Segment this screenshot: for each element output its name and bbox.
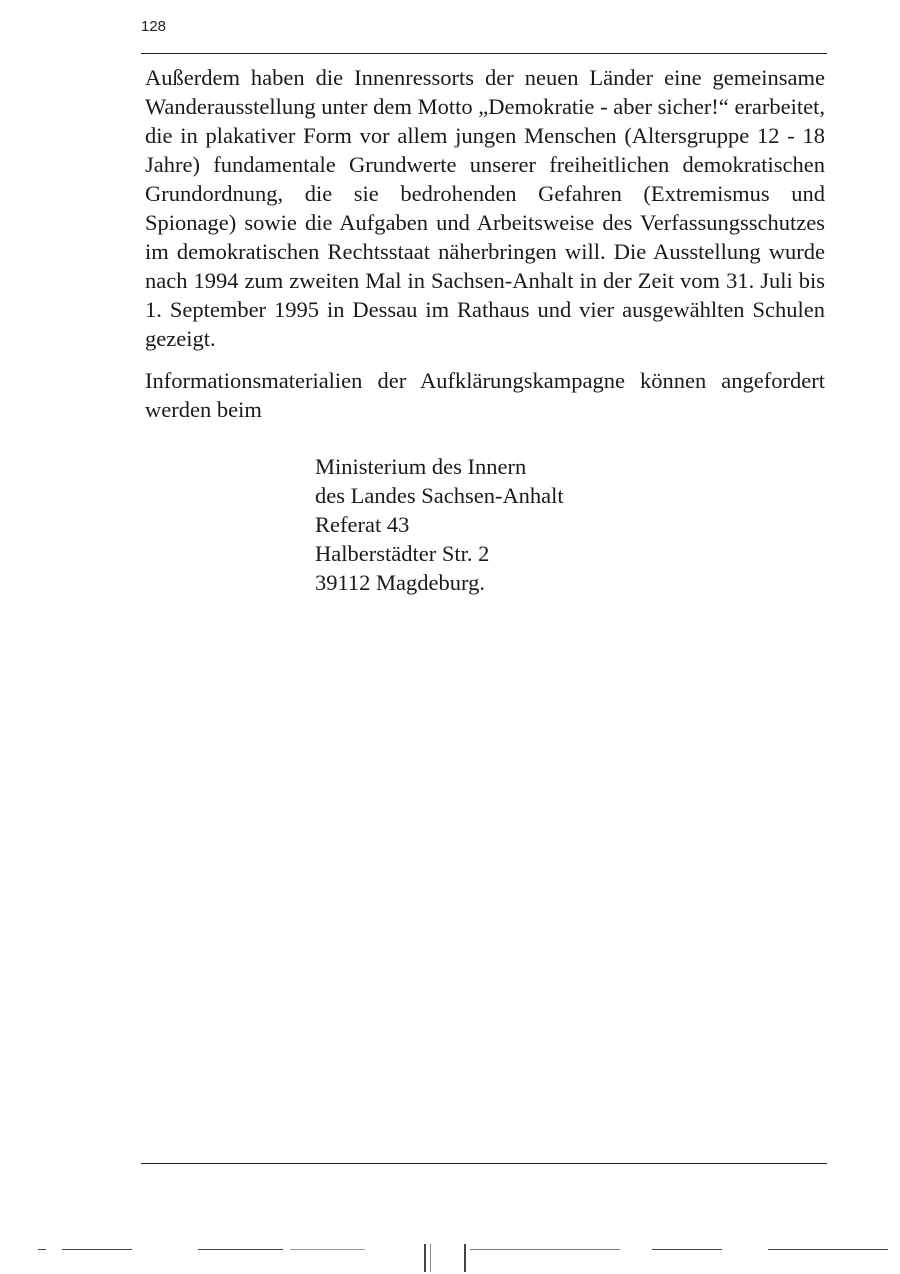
body-paragraph-exhibition: Außerdem haben die Innenressorts der neuen Länder eine gemeinsame Wanderausstellung unter dem Motto „Demokratie - aber sicher!“ erarbeitet, die in plakativer Form vor allem jungen Menschen (Altersgruppe 12 - 18 Jahre) fundamentale Grundwerte unserer freiheitlichen demokratischen Grundordnung, die sie bedrohenden Gefahren (Extremismus und Spionage) sowie die Aufgaben und Arbeitsweise des Verfassungsschutzes im demokratischen Rechtsstaat näherbringen will. Die Ausstellung wurde nach 1994 zum zweiten Mal in Sachsen-Anhalt in der Zeit vom 31. Juli bis 1. September 1995 in Dessau im Rathaus und vier ausgewählten Schulen gezeigt. (145, 65, 825, 351)
scan-artifact-dash (652, 1249, 722, 1250)
scan-artifact-bar (464, 1244, 466, 1272)
body-paragraph-materials: Informationsmaterialien der Aufklärungskampagne können angefordert werden beim (145, 368, 825, 422)
scan-artifact-bar (424, 1244, 426, 1272)
page-number: 128 (141, 18, 167, 35)
address-line-street: Halberstädter Str. 2 (315, 541, 490, 566)
scan-artifact-dash (62, 1249, 132, 1250)
scan-artifact-dash (290, 1249, 365, 1250)
scan-artifact-dash (198, 1249, 283, 1250)
scan-artifact-bar (430, 1244, 431, 1272)
scan-artifact-dash (38, 1249, 46, 1250)
scan-artifact-dash (768, 1249, 888, 1250)
address-line-department: Referat 43 (315, 512, 410, 537)
scan-artifact-dash (470, 1249, 620, 1250)
header-rule (141, 53, 827, 54)
address-line-ministry: Ministerium des Innern (315, 454, 527, 479)
address-line-state: des Landes Sachsen-Anhalt (315, 483, 564, 508)
address-block (315, 452, 564, 597)
footer-rule (141, 1163, 827, 1164)
address-line-city: 39112 Magdeburg. (315, 570, 485, 595)
